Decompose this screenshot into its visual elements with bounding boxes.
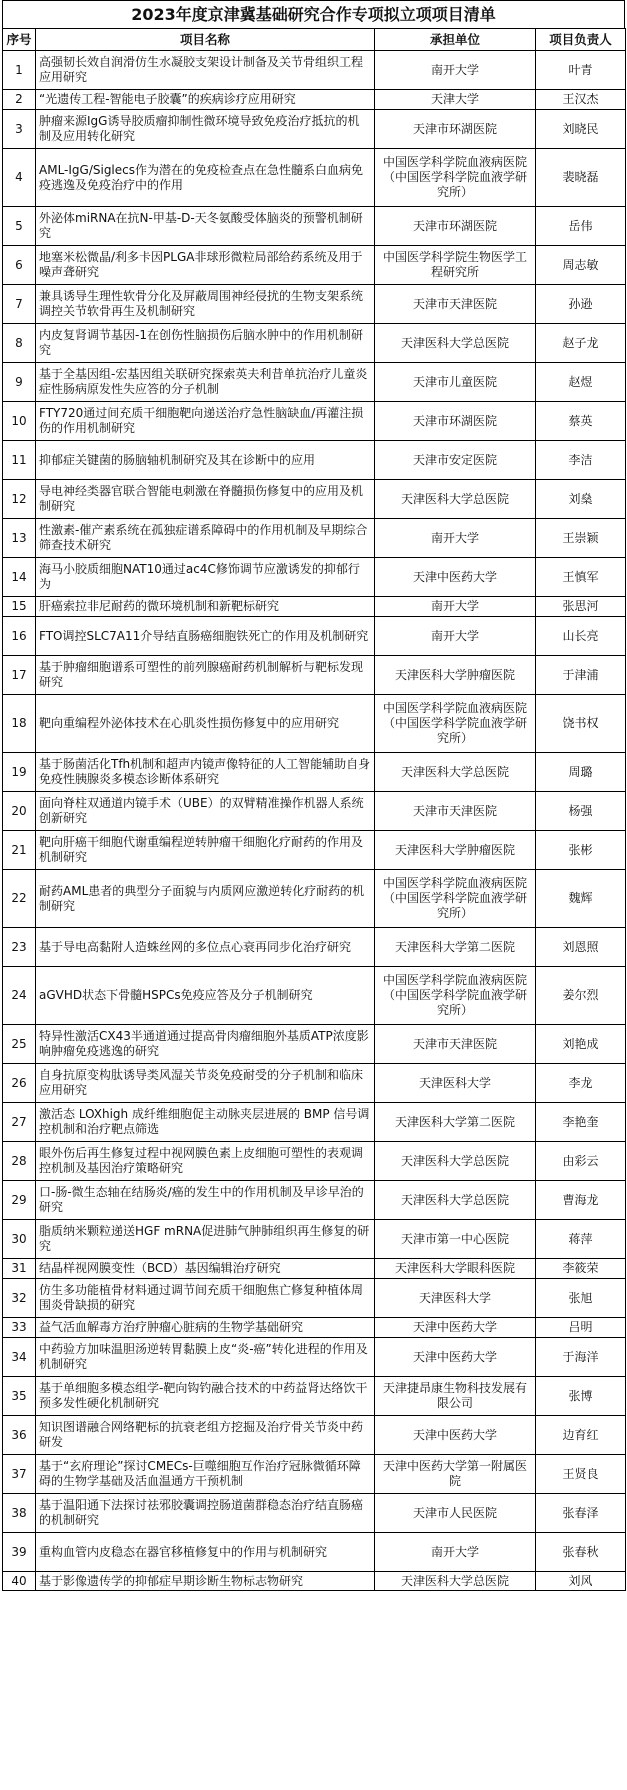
host-institution: 天津医科大学总医院 <box>375 753 536 792</box>
row-number: 1 <box>3 51 36 90</box>
table-row <box>3 441 626 480</box>
project-leader: 姜尔烈 <box>536 967 626 1025</box>
host-institution: 天津中医药大学第一附属医院 <box>375 1455 536 1494</box>
project-leader: 杨强 <box>536 792 626 831</box>
project-leader: 饶书权 <box>536 695 626 753</box>
table-row <box>3 928 626 967</box>
table-row <box>3 1338 626 1377</box>
table-row <box>3 1494 626 1533</box>
table-row <box>3 1181 626 1220</box>
table-row <box>3 324 626 363</box>
project-leader: 张博 <box>536 1377 626 1416</box>
project-table <box>2 28 626 1591</box>
row-number: 34 <box>3 1338 36 1377</box>
project-name: 基于肿瘤细胞谱系可塑性的前列腺癌耐药机制解析与靶标发现研究 <box>36 656 375 695</box>
table-row <box>3 831 626 870</box>
project-name: 兼具诱导生理性软骨分化及屏蔽周围神经侵扰的生物支架系统调控关节软骨再生及机制研究 <box>36 285 375 324</box>
row-number: 26 <box>3 1064 36 1103</box>
table-row <box>3 695 626 753</box>
header-row <box>3 29 626 51</box>
table-row <box>3 207 626 246</box>
header-lead: 项目负责人 <box>536 29 626 51</box>
project-name: 导电神经类器官联合智能电刺激在脊髓损伤修复中的应用及机制研究 <box>36 480 375 519</box>
project-leader: 刘艳成 <box>536 1025 626 1064</box>
row-number: 15 <box>3 597 36 617</box>
table-row <box>3 90 626 110</box>
host-institution: 天津医科大学肿瘤医院 <box>375 656 536 695</box>
project-leader: 李筱荣 <box>536 1259 626 1279</box>
host-institution: 中国医学科学院生物医学工程研究所 <box>375 246 536 285</box>
row-number: 21 <box>3 831 36 870</box>
table-row <box>3 753 626 792</box>
project-name: 肿瘤来源IgG诱导胶质瘤抑制性微环境导致免疫治疗抵抗的机制及应用转化研究 <box>36 110 375 149</box>
host-institution: 天津中医药大学 <box>375 1338 536 1377</box>
host-institution: 南开大学 <box>375 1533 536 1572</box>
row-number: 27 <box>3 1103 36 1142</box>
row-number: 18 <box>3 695 36 753</box>
project-name: AML-IgG/Siglecs作为潜在的免疫检查点在急性髓系白血病免疫逃逸及免疫治疗中的作用 <box>36 149 375 207</box>
table-row <box>3 1533 626 1572</box>
row-number: 33 <box>3 1318 36 1338</box>
project-name: 性激素-催产素系统在孤独症谱系障碍中的作用机制及早期综合筛查技术研究 <box>36 519 375 558</box>
project-leader: 刘晓民 <box>536 110 626 149</box>
row-number: 8 <box>3 324 36 363</box>
row-number: 24 <box>3 967 36 1025</box>
row-number: 40 <box>3 1572 36 1591</box>
table-row <box>3 149 626 207</box>
host-institution: 中国医学科学院血液病医院（中国医学科学院血液学研究所） <box>375 870 536 928</box>
host-institution: 天津市天津医院 <box>375 285 536 324</box>
project-leader: 刘恩照 <box>536 928 626 967</box>
project-leader: 李艳奎 <box>536 1103 626 1142</box>
project-leader: 吕明 <box>536 1318 626 1338</box>
table-row <box>3 363 626 402</box>
project-name: 眼外伤后再生修复过程中视网膜色素上皮细胞可塑性的表观调控机制及基因治疗策略研究 <box>36 1142 375 1181</box>
host-institution: 天津中医药大学 <box>375 1416 536 1455</box>
table-row <box>3 597 626 617</box>
host-institution: 中国医学科学院血液病医院（中国医学科学院血液学研究所） <box>375 695 536 753</box>
row-number: 31 <box>3 1259 36 1279</box>
row-number: 17 <box>3 656 36 695</box>
project-leader: 刘燊 <box>536 480 626 519</box>
row-number: 20 <box>3 792 36 831</box>
header-name: 项目名称 <box>36 29 375 51</box>
project-name: 肝癌索拉非尼耐药的微环境机制和新靶标研究 <box>36 597 375 617</box>
project-name: 仿生多功能植骨材料通过调节间充质干细胞焦亡修复种植体周围炎骨缺损的研究 <box>36 1279 375 1318</box>
row-number: 35 <box>3 1377 36 1416</box>
table-row <box>3 402 626 441</box>
project-name: 特异性激活CX43半通道通过提高骨肉瘤细胞外基质ATP浓度影响肿瘤免疫逃逸的研究 <box>36 1025 375 1064</box>
project-leader: 李洁 <box>536 441 626 480</box>
table-row <box>3 558 626 597</box>
host-institution: 南开大学 <box>375 617 536 656</box>
host-institution: 天津市第一中心医院 <box>375 1220 536 1259</box>
project-name: 内皮复肾调节基因-1在创伤性脑损伤后脑水肿中的作用机制研究 <box>36 324 375 363</box>
host-institution: 天津捷昂康生物科技发展有限公司 <box>375 1377 536 1416</box>
host-institution: 天津医科大学总医院 <box>375 1142 536 1181</box>
row-number: 32 <box>3 1279 36 1318</box>
table-row <box>3 285 626 324</box>
project-leader: 叶青 <box>536 51 626 90</box>
table-row <box>3 480 626 519</box>
project-leader: 王贤良 <box>536 1455 626 1494</box>
host-institution: 天津医科大学第二医院 <box>375 928 536 967</box>
row-number: 14 <box>3 558 36 597</box>
table-row <box>3 246 626 285</box>
project-leader: 王崇颖 <box>536 519 626 558</box>
row-number: 7 <box>3 285 36 324</box>
row-number: 9 <box>3 363 36 402</box>
project-name: FTO调控SLC7A11介导结直肠癌细胞铁死亡的作用及机制研究 <box>36 617 375 656</box>
table-row <box>3 51 626 90</box>
table-row <box>3 1259 626 1279</box>
project-name: 基于导电高黏附人造蛛丝网的多位点心衰再同步化治疗研究 <box>36 928 375 967</box>
row-number: 25 <box>3 1025 36 1064</box>
header-unit: 承担单位 <box>375 29 536 51</box>
host-institution: 天津市天津医院 <box>375 1025 536 1064</box>
project-leader: 孙逊 <box>536 285 626 324</box>
project-leader: 于津浦 <box>536 656 626 695</box>
host-institution: 天津中医药大学 <box>375 1318 536 1338</box>
row-number: 6 <box>3 246 36 285</box>
project-name: 耐药AML患者的典型分子面貌与内质网应激逆转化疗耐药的机制研究 <box>36 870 375 928</box>
host-institution: 天津市天津医院 <box>375 792 536 831</box>
row-number: 3 <box>3 110 36 149</box>
table-row <box>3 110 626 149</box>
host-institution: 天津医科大学总医院 <box>375 1572 536 1591</box>
project-name: 脂质纳米颗粒递送HGF mRNA促进肺气肿肺组织再生修复的研究 <box>36 1220 375 1259</box>
row-number: 38 <box>3 1494 36 1533</box>
project-leader: 赵子龙 <box>536 324 626 363</box>
row-number: 23 <box>3 928 36 967</box>
table-row <box>3 1416 626 1455</box>
project-name: aGVHD状态下骨髓HSPCs免疫应答及分子机制研究 <box>36 967 375 1025</box>
project-leader: 张旭 <box>536 1279 626 1318</box>
table-row <box>3 617 626 656</box>
project-leader: 岳伟 <box>536 207 626 246</box>
row-number: 19 <box>3 753 36 792</box>
host-institution: 天津大学 <box>375 90 536 110</box>
table-row <box>3 1103 626 1142</box>
table-row <box>3 1572 626 1591</box>
project-name: 重构血管内皮稳态在器官移植修复中的作用与机制研究 <box>36 1533 375 1572</box>
row-number: 5 <box>3 207 36 246</box>
project-leader: 蔡英 <box>536 402 626 441</box>
host-institution: 天津市人民医院 <box>375 1494 536 1533</box>
project-name: 益气活血解毒方治疗肿瘤心脏病的生物学基础研究 <box>36 1318 375 1338</box>
project-name: 结晶样视网膜变性（BCD）基因编辑治疗研究 <box>36 1259 375 1279</box>
document-title: 2023年度京津冀基础研究合作专项拟立项项目清单 <box>2 0 625 28</box>
project-name: 基于全基因组-宏基因组关联研究探索英夫利昔单抗治疗儿童炎症性肠病原发性失应答的分子机制 <box>36 363 375 402</box>
project-name: 抑郁症关键菌的肠脑轴机制研究及其在诊断中的应用 <box>36 441 375 480</box>
row-number: 16 <box>3 617 36 656</box>
host-institution: 天津医科大学 <box>375 1064 536 1103</box>
project-leader: 边育红 <box>536 1416 626 1455</box>
table-row <box>3 792 626 831</box>
table-row <box>3 1025 626 1064</box>
project-name: 自身抗原变构肽诱导类风湿关节炎免疫耐受的分子机制和临床应用研究 <box>36 1064 375 1103</box>
host-institution: 天津市环湖医院 <box>375 110 536 149</box>
host-institution: 天津医科大学眼科医院 <box>375 1259 536 1279</box>
table-row <box>3 519 626 558</box>
project-name: 基于温阳通下法探讨祛邪胶囊调控肠道菌群稳态治疗结直肠癌的机制研究 <box>36 1494 375 1533</box>
row-number: 30 <box>3 1220 36 1259</box>
project-leader: 由彩云 <box>536 1142 626 1181</box>
host-institution: 南开大学 <box>375 51 536 90</box>
table-row <box>3 1318 626 1338</box>
project-leader: 王慎军 <box>536 558 626 597</box>
project-name: 基于单细胞多模态组学-靶向钩钓融合技术的中药益肾达络饮干预多发性硬化机制研究 <box>36 1377 375 1416</box>
project-leader: 魏辉 <box>536 870 626 928</box>
host-institution: 天津医科大学总医院 <box>375 480 536 519</box>
project-leader: 曹海龙 <box>536 1181 626 1220</box>
host-institution: 南开大学 <box>375 597 536 617</box>
project-name: 高强韧长效自润滑仿生水凝胶支架设计制备及关节骨组织工程应用研究 <box>36 51 375 90</box>
project-name: 基于肠菌活化Tfh机制和超声内镜声像特征的人工智能辅助自身免疫性胰腺炎多模态诊断体系研究 <box>36 753 375 792</box>
row-number: 4 <box>3 149 36 207</box>
host-institution: 南开大学 <box>375 519 536 558</box>
row-number: 39 <box>3 1533 36 1572</box>
row-number: 29 <box>3 1181 36 1220</box>
project-leader: 张彬 <box>536 831 626 870</box>
project-name: 外泌体miRNA在抗N-甲基-D-天冬氨酸受体脑炎的预警机制研究 <box>36 207 375 246</box>
row-number: 2 <box>3 90 36 110</box>
row-number: 22 <box>3 870 36 928</box>
table-row <box>3 1064 626 1103</box>
table-row <box>3 656 626 695</box>
host-institution: 中国医学科学院血液病医院（中国医学科学院血液学研究所） <box>375 149 536 207</box>
host-institution: 天津医科大学总医院 <box>375 324 536 363</box>
table-row <box>3 1142 626 1181</box>
project-name: FTY720通过间充质干细胞靶向递送治疗急性脑缺血/再灌注损伤的作用机制研究 <box>36 402 375 441</box>
project-leader: 蒋萍 <box>536 1220 626 1259</box>
table-row <box>3 1279 626 1318</box>
project-leader: 刘风 <box>536 1572 626 1591</box>
project-leader: 于海洋 <box>536 1338 626 1377</box>
project-name: 激活态 LOXhigh 成纤维细胞促主动脉夹层进展的 BMP 信号调控机制和治疗靶点筛选 <box>36 1103 375 1142</box>
project-leader: 周璐 <box>536 753 626 792</box>
project-name: 基于“玄府理论”探讨CMECs-巨噬细胞互作治疗冠脉微循环障碍的生物学基础及活血温通方干预机制 <box>36 1455 375 1494</box>
table-row <box>3 967 626 1025</box>
row-number: 10 <box>3 402 36 441</box>
project-name: 知识图谱融合网络靶标的抗衰老组方挖掘及治疗骨关节炎中药研发 <box>36 1416 375 1455</box>
host-institution: 天津医科大学第二医院 <box>375 1103 536 1142</box>
project-name: 海马小胶质细胞NAT10通过ac4C修饰调节应激诱发的抑郁行为 <box>36 558 375 597</box>
project-name: 靶向肝癌干细胞代谢重编程逆转肿瘤干细胞化疗耐药的作用及机制研究 <box>36 831 375 870</box>
project-leader: 张春泽 <box>536 1494 626 1533</box>
host-institution: 天津中医药大学 <box>375 558 536 597</box>
project-name: 靶向重编程外泌体技术在心肌炎性损伤修复中的应用研究 <box>36 695 375 753</box>
project-name: 地塞米松微晶/利多卡因PLGA非球形微粒局部给药系统及用于噪声聋研究 <box>36 246 375 285</box>
project-leader: 张春秋 <box>536 1533 626 1572</box>
host-institution: 天津市安定医院 <box>375 441 536 480</box>
row-number: 11 <box>3 441 36 480</box>
project-leader: 裴晓磊 <box>536 149 626 207</box>
host-institution: 天津市儿童医院 <box>375 363 536 402</box>
host-institution: 天津医科大学肿瘤医院 <box>375 831 536 870</box>
host-institution: 天津市环湖医院 <box>375 402 536 441</box>
table-row <box>3 1455 626 1494</box>
project-name: 面向脊柱双通道内镜手术（UBE）的双臂精准操作机器人系统创新研究 <box>36 792 375 831</box>
project-leader: 王汉杰 <box>536 90 626 110</box>
project-leader: 赵煜 <box>536 363 626 402</box>
host-institution: 天津医科大学 <box>375 1279 536 1318</box>
row-number: 12 <box>3 480 36 519</box>
project-name: 基于影像遗传学的抑郁症早期诊断生物标志物研究 <box>36 1572 375 1591</box>
project-leader: 李龙 <box>536 1064 626 1103</box>
row-number: 28 <box>3 1142 36 1181</box>
project-name: 口-肠-微生态轴在结肠炎/癌的发生中的作用机制及早诊早治的研究 <box>36 1181 375 1220</box>
host-institution: 天津医科大学总医院 <box>375 1181 536 1220</box>
row-number: 36 <box>3 1416 36 1455</box>
project-leader: 张思河 <box>536 597 626 617</box>
project-leader: 周志敏 <box>536 246 626 285</box>
host-institution: 天津市环湖医院 <box>375 207 536 246</box>
project-name: “光遗传工程-智能电子胶囊”的疾病诊疗应用研究 <box>36 90 375 110</box>
table-row <box>3 1377 626 1416</box>
row-number: 37 <box>3 1455 36 1494</box>
table-row <box>3 1220 626 1259</box>
project-leader: 山长亮 <box>536 617 626 656</box>
project-name: 中药验方加味温胆汤逆转胃黏膜上皮“炎-癌”转化进程的作用及机制研究 <box>36 1338 375 1377</box>
host-institution: 中国医学科学院血液病医院（中国医学科学院血液学研究所） <box>375 967 536 1025</box>
table-row <box>3 870 626 928</box>
row-number: 13 <box>3 519 36 558</box>
header-no: 序号 <box>3 29 36 51</box>
